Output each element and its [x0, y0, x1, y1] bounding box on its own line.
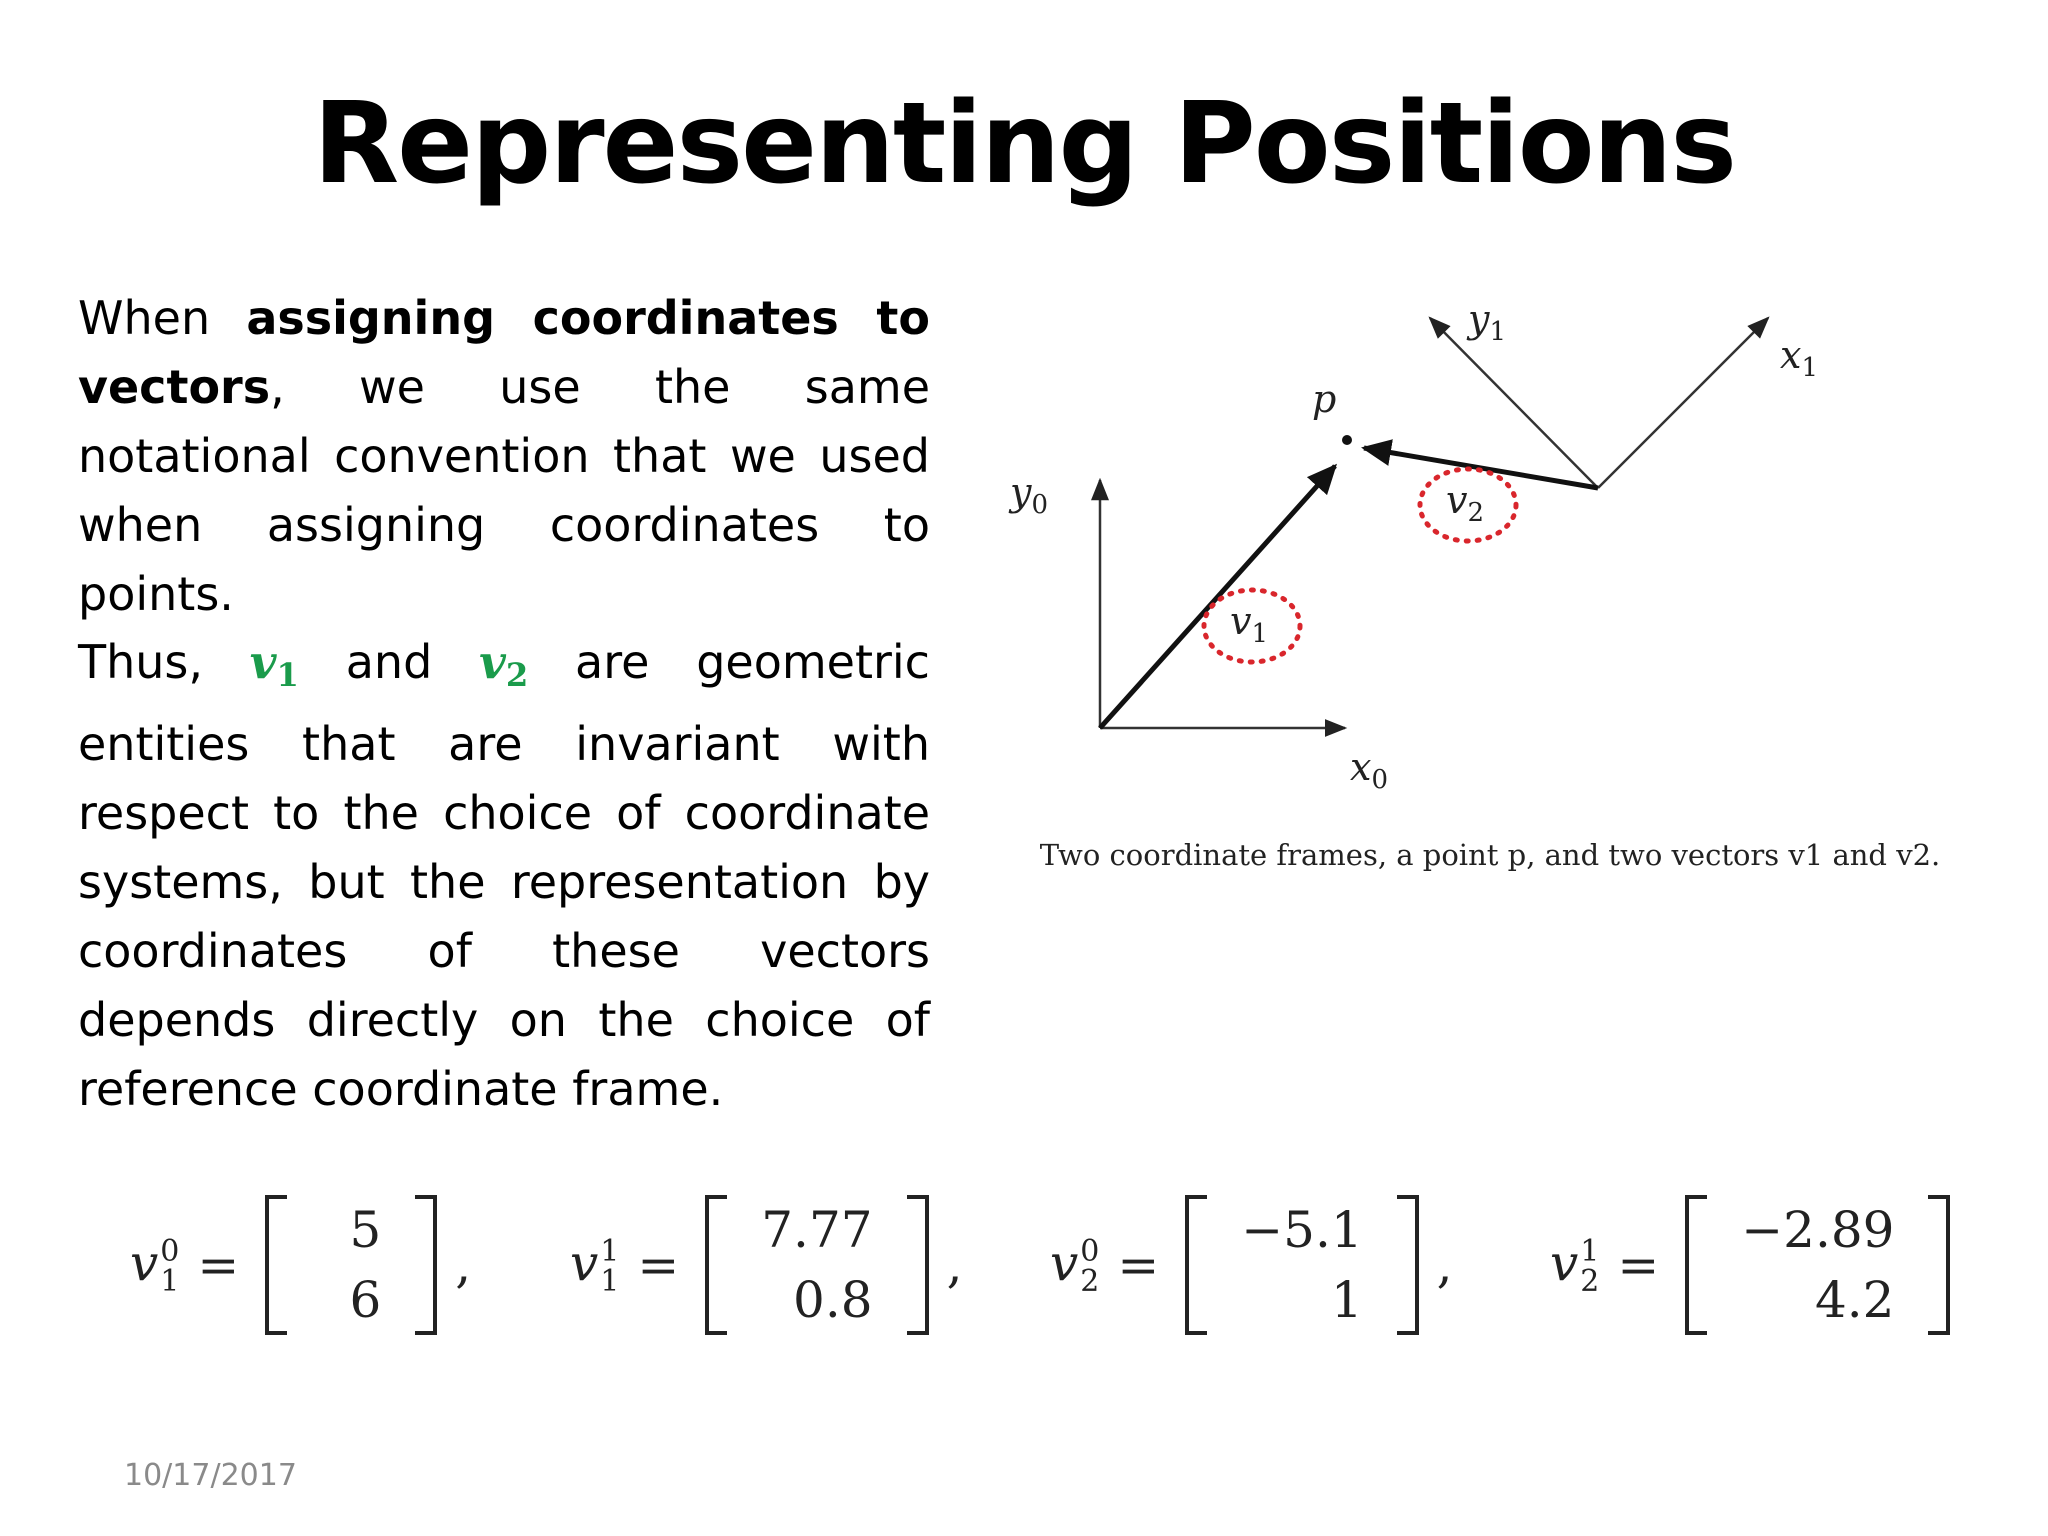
equation-indices: [1580, 1233, 1600, 1299]
equation-v2-frame1: [1550, 1180, 1950, 1350]
equals-sign: =: [197, 1236, 240, 1294]
equals-sign: =: [1617, 1236, 1660, 1294]
para2-rest: are geometric entities that are invariant with respect to the choice of coordinate systems, but the representation by coordinates of these vectors depends directly on the choice of reference coordinate frame.: [78, 635, 930, 1117]
slide-title: Representing Positions: [312, 79, 1736, 209]
right-bracket: [415, 1195, 437, 1335]
label-x0: $x_0$: [1350, 745, 1388, 795]
equals-sign: =: [637, 1236, 680, 1294]
para2-mid: and: [298, 635, 480, 689]
label-p: p: [1312, 377, 1337, 421]
value-x: 7.77: [761, 1201, 873, 1259]
v1-symbol-sub: 1: [276, 656, 299, 695]
vector-v1: [1100, 466, 1335, 728]
equation-lhs: [1550, 1234, 1599, 1297]
right-bracket: [1397, 1195, 1419, 1335]
equation-sup: 1: [600, 1233, 620, 1269]
value-y: 1: [1330, 1271, 1363, 1329]
equation-base: v: [130, 1233, 159, 1292]
right-bracket: [907, 1195, 929, 1335]
x1-axis: [1598, 318, 1768, 488]
label-x1: $x_1$: [1780, 333, 1818, 383]
value-x: 5: [349, 1201, 382, 1259]
v2-symbol-base: v: [479, 635, 506, 689]
equation-sub: 2: [1580, 1263, 1600, 1299]
equation-v1-frame0: [130, 1180, 471, 1350]
footer-date: 10/17/2017: [124, 1458, 297, 1493]
equation-sup: 0: [160, 1233, 180, 1269]
point-p: [1342, 435, 1352, 445]
coordinate-frames-figure: [990, 280, 2020, 920]
v2-symbol: [479, 635, 529, 695]
paragraph-vectors-coordinates: [78, 284, 930, 629]
para2-start: Thus,: [78, 635, 250, 689]
comma: ,: [946, 1236, 963, 1294]
v2-symbol-sub: 2: [505, 656, 529, 695]
equation-indices: [600, 1233, 620, 1299]
value-x: −2.89: [1741, 1201, 1895, 1259]
para1-intro: When: [78, 291, 247, 345]
column-vector: [1185, 1195, 1418, 1335]
value-y: 6: [349, 1271, 382, 1329]
para1-rest: , we use the same notational convention that we used when assigning coordinates to points.: [78, 360, 930, 621]
value-x: −5.1: [1241, 1201, 1363, 1259]
equation-lhs: [130, 1234, 179, 1297]
equation-lhs: [1050, 1234, 1099, 1297]
value-y: 4.2: [1814, 1271, 1895, 1329]
left-bracket: [265, 1195, 287, 1335]
equation-base: v: [1550, 1233, 1579, 1292]
paragraph-invariance: [78, 628, 930, 1124]
left-bracket: [1685, 1195, 1707, 1335]
v1-symbol: [249, 635, 299, 695]
frames-diagram: [990, 280, 2020, 840]
figure-caption: Two coordinate frames, a point p, and two vectors v1 and v2.: [1039, 838, 1941, 872]
equation-v2-frame0: [1050, 1180, 1453, 1350]
equation-base: v: [570, 1233, 599, 1292]
equation-base: v: [1050, 1233, 1079, 1292]
comma: ,: [1436, 1236, 1453, 1294]
equals-sign: =: [1117, 1236, 1160, 1294]
comma: ,: [455, 1236, 472, 1294]
column-vector: [705, 1195, 928, 1335]
label-y0: $y_0$: [1010, 470, 1049, 520]
equation-indices: [1080, 1233, 1100, 1299]
equation-indices: [160, 1233, 180, 1299]
label-y1: $y_1$: [1468, 297, 1507, 347]
column-vector: [1685, 1195, 1950, 1335]
equation-sup: 0: [1080, 1233, 1100, 1269]
label-v1: $v_1$: [1230, 599, 1269, 649]
equation-v1-frame1: [570, 1180, 962, 1350]
left-bracket: [705, 1195, 727, 1335]
vector-values: [1207, 1195, 1396, 1335]
equation-sup: 1: [1580, 1233, 1600, 1269]
para1-bold: assigning coordinates to vectors: [78, 291, 930, 414]
vector-values: [287, 1195, 415, 1335]
left-bracket: [1185, 1195, 1207, 1335]
vector-values: [1707, 1195, 1928, 1335]
equation-sub: 1: [160, 1263, 180, 1299]
value-y: 0.8: [793, 1271, 873, 1329]
equation-lhs: [570, 1234, 619, 1297]
equation-sub: 1: [600, 1263, 620, 1299]
vector-values: [727, 1195, 906, 1335]
column-vector: [265, 1195, 437, 1335]
coordinate-equations: [130, 1180, 1980, 1350]
v1-symbol-base: v: [249, 635, 277, 689]
equation-sub: 2: [1080, 1263, 1100, 1299]
right-bracket: [1928, 1195, 1950, 1335]
label-v2: $v_2$: [1446, 478, 1485, 528]
